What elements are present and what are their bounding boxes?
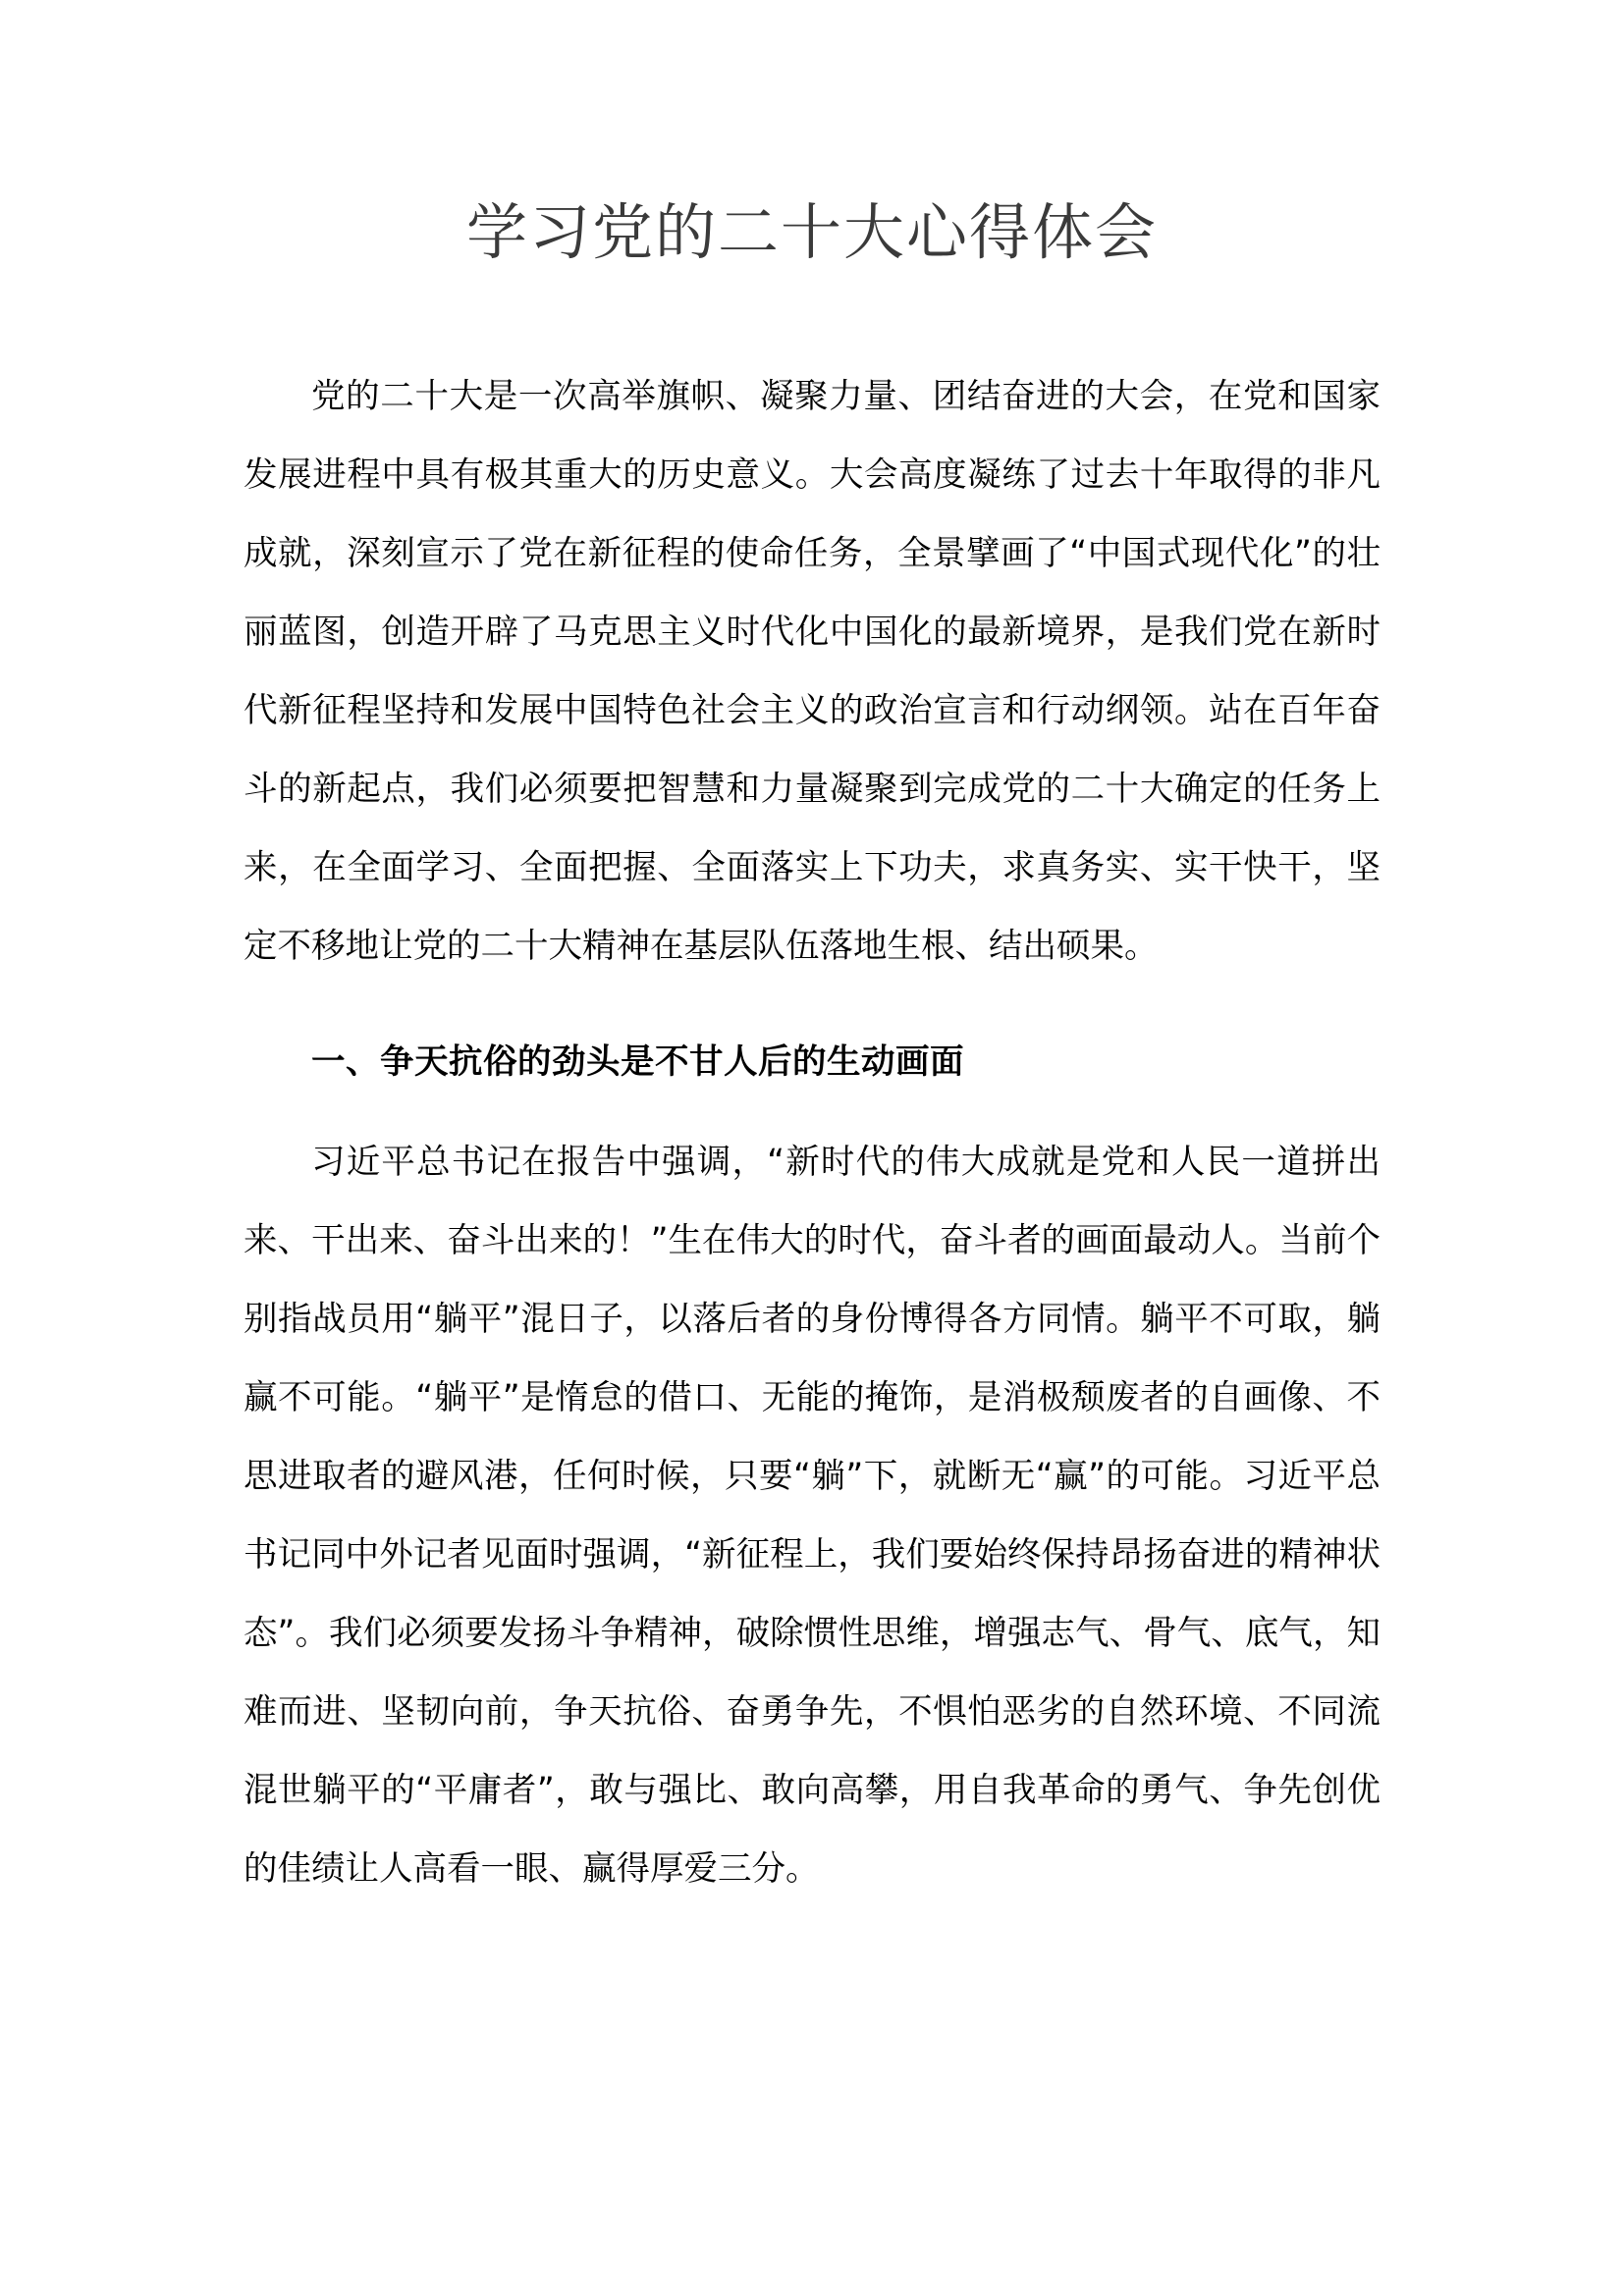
document-content [244, 0, 1380, 1908]
section-heading-1: 一、争天抗俗的劲头是不甘人后的生动画面 [311, 1041, 964, 1082]
paragraph-spacer [244, 986, 1380, 1023]
paragraph-intro: 党的二十大是一次高举旗帜、凝聚力量、团结奋进的大会，在党和国家发展进程中具有极其重大的历史意义。大会高度凝练了过去十年取得的非凡成就，深刻宣示了党在新征程的使命任务，全景擘画了“中国式现代化”的壮丽蓝图，创造开辟了马克思主义时代化中国化的最新境界，是我们党在新时代新征程坚持和发展中国特色社会主义的政治宣言和行动纲领。站在百年奋斗的新起点，我们必须要把智慧和力量凝聚到完成党的二十大确定的任务上来，在全面学习、全面把握、全面落实上下功夫，求真务实、实干快干，坚定不移地让党的二十大精神在基层队伍落地生根、结出硕果。 [244, 376, 1380, 966]
document-body [244, 357, 1380, 1908]
paragraph-section-1-body: 习近平总书记在报告中强调，“新时代的伟大成就是党和人民一道拼出来、干出来、奋斗出来的！”生在伟大的时代，奋斗者的画面最动人。当前个别指战员用“躺平”混日子，以落后者的身份博得各方同情。躺平不可取，躺赢不可能。“躺平”是惰怠的借口、无能的掩饰，是消极颓废者的自画像、不思进取者的避风港，任何时候，只要“躺”下，就断无“赢”的可能。习近平总书记同中外记者见面时强调，“新征程上，我们要始终保持昂扬奋进的精神状态”。我们必须要发扬斗争精神，破除惯性思维，增强志气、骨气、底气，知难而进、坚韧向前，争天抗俗、奋勇争先，不惧怕恶劣的自然环境、不同流混世躺平的“平庸者”，敢与强比、敢向高攀，用自我革命的勇气、争先创优的佳绩让人高看一眼、赢得厚爱三分。 [244, 1142, 1380, 1889]
heading-spacer [244, 1101, 1380, 1123]
page-title: 学习党的二十大心得体会 [465, 196, 1158, 268]
